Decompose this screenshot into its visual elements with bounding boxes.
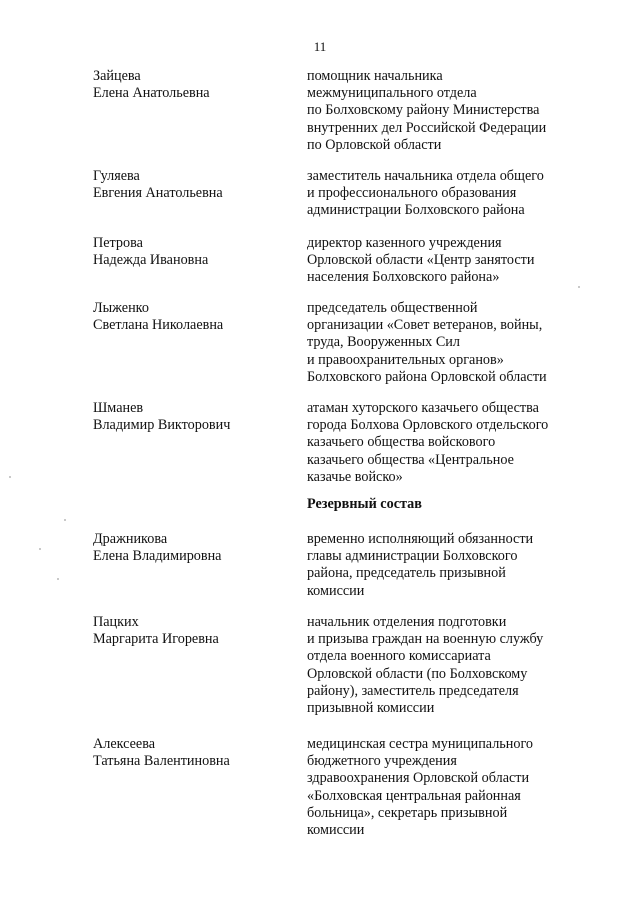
member-surname: Гуляева (93, 168, 140, 184)
role-line: населения Болховского района» (307, 269, 500, 286)
role-line: города Болхова Орловского отдельского (307, 417, 549, 434)
role-line: отдела военного комиссариата (307, 648, 491, 665)
role-line: внутренних дел Российской Федерации (307, 119, 547, 136)
scan-speck (39, 548, 41, 550)
role-line: администрации Болховского района (307, 202, 525, 219)
member-role (307, 168, 607, 220)
member-surname: Петрова (93, 235, 143, 251)
member-role (307, 68, 607, 154)
member-surname: Зайцева (93, 68, 141, 84)
member-given-names: Елена Анатольевна (93, 85, 210, 102)
member-surname: Лыженко (93, 300, 149, 316)
role-line: заместитель начальника отдела общего (307, 168, 544, 184)
member-name (93, 400, 230, 434)
member-surname: Пацких (93, 614, 139, 630)
member-given-names: Евгения Анатольевна (93, 185, 223, 202)
role-line: начальник отделения подготовки (307, 614, 507, 630)
scan-speck (578, 286, 580, 288)
role-line: по Орловской области (307, 136, 442, 153)
role-line: медицинская сестра муниципального (307, 736, 534, 752)
role-line: больница», секретарь призывной (307, 804, 508, 821)
member-given-names: Татьяна Валентиновна (93, 753, 230, 770)
reserve-section-title: Резервный состав (307, 496, 422, 512)
role-line: атаман хуторского казачьего общества (307, 400, 539, 416)
member-name (93, 531, 221, 565)
member-name (93, 235, 208, 269)
member-role (307, 531, 607, 600)
role-line: Орловской области (по Болховскому (307, 665, 528, 682)
member-given-names: Светлана Николаевна (93, 317, 224, 334)
member-role (307, 614, 607, 717)
role-line: Болховского района Орловской области (307, 368, 547, 385)
role-line: району), заместитель председателя (307, 682, 519, 699)
role-line: комиссии (307, 582, 365, 599)
page-number: 11 (313, 39, 327, 54)
member-given-names: Маргарита Игоревна (93, 631, 219, 648)
member-surname: Алексеева (93, 736, 156, 752)
role-line: главы администрации Болховского (307, 548, 518, 565)
role-line: казачьего общества «Центральное (307, 451, 514, 468)
role-line: и профессионального образования (307, 185, 517, 202)
role-line: призывной комиссии (307, 700, 435, 717)
member-role (307, 400, 607, 486)
role-line: района, председатель призывной (307, 565, 506, 582)
member-name (93, 614, 219, 648)
role-line: здравоохранения Орловской области (307, 770, 530, 787)
member-surname: Шманев (93, 400, 144, 416)
member-role (307, 300, 607, 386)
role-line: труда, Вооруженных Сил (307, 334, 460, 351)
role-line: временно исполняющий обязанности (307, 531, 534, 547)
role-line: председатель общественной (307, 300, 478, 316)
member-role (307, 736, 607, 839)
role-line: межмуниципального отдела (307, 85, 477, 102)
role-line: «Болховская центральная районная (307, 787, 521, 804)
role-line: казачье войско» (307, 468, 403, 485)
role-line: по Болховскому району Министерства (307, 102, 540, 119)
role-line: организации «Совет ветеранов, войны, (307, 317, 543, 334)
role-line: казачьего общества войскового (307, 434, 496, 451)
member-name (93, 168, 223, 202)
scan-speck (9, 476, 11, 478)
role-line: комиссии (307, 822, 365, 839)
role-line: директор казенного учреждения (307, 235, 502, 251)
role-line: помощник начальника (307, 68, 443, 84)
role-line: и правоохранительных органов» (307, 351, 504, 368)
role-line: бюджетного учреждения (307, 753, 457, 770)
scan-speck (64, 519, 66, 521)
member-surname: Дражникова (93, 531, 168, 547)
member-name (93, 736, 230, 770)
member-given-names: Елена Владимировна (93, 548, 222, 565)
member-role (307, 235, 607, 287)
scan-speck (57, 578, 59, 580)
role-line: Орловской области «Центр занятости (307, 252, 535, 269)
member-given-names: Надежда Ивановна (93, 252, 209, 269)
role-line: и призыва граждан на военную службу (307, 631, 544, 648)
member-given-names: Владимир Викторович (93, 417, 231, 434)
member-name (93, 68, 210, 102)
member-name (93, 300, 223, 334)
